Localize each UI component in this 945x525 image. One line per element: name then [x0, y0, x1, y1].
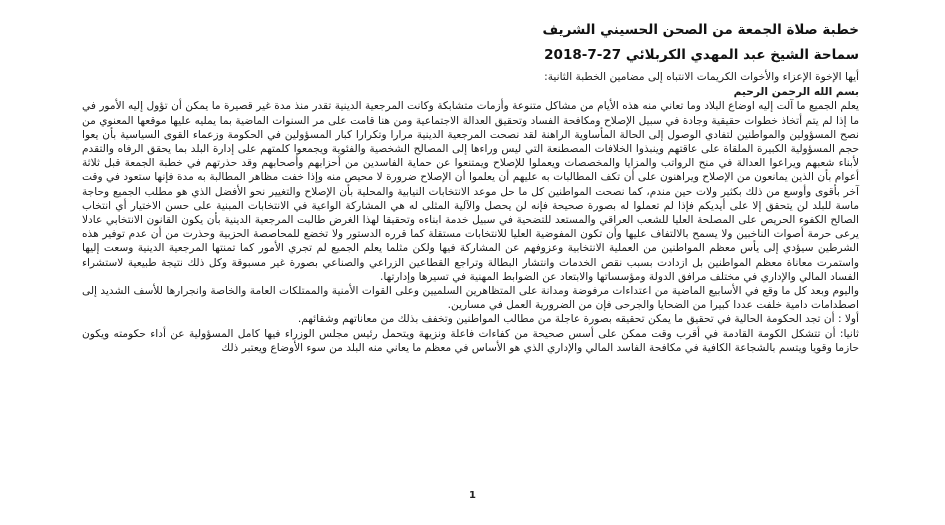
basmala: بسم الله الرحمن الرحيم [733, 86, 859, 99]
paragraph: أولا : أن تجد الحكومة الحالية في تحقيق ما يمكن تحقيقه بصورة عاجلة من مطالب المواطنين وتخفف بذلك من معاناتهم وشقائهم. [297, 313, 859, 326]
paragraph: يعلم الجميع ما آلت إليه اوضاع البلاد وما تعاني منه هذه الأيام من مشاكل متنوعة وأزمات متشابكة وكانت المرجعية الدينية تقدر منذ مدة غير قصيرة ما يمكن أن تؤول إليه الأمور في ما إذا لم يتم أتخاذ خطوات حقيقية وجادة في سبيل الإصلاح ومكافحة الفساد وتحقيق العدالة الاجتماعية ومن هنا قامت على مر السنوات الماضية بما يمليه عليها موقعها المعنوي من نصح المسؤولين والمواطنين لتفادي الوصول إلى الحالة المأساوية الراهنة لقد نصحت المرجعية الدينية مرارا وتكرارا كبار المسؤولين في الحكومة وزعماء القوى السياسية بأن يعوا حجم المسؤولية الكبيرة الملقاة على عاقتهم وينبذوا الخلافات المصطنعة التي ليس وراءها إلى المصالح الشخصية والفئوية ويجمعوا كلمتهم على إدارة البلد بما يحقق الرفاه والتقدم لأبناء شعبهم ويراعوا العدالة في منح الرواتب والمزايا والمخصصات ويعملوا للإصلاح ويمتنعوا عن حماية الفاسدين من أحزابهم وأصحابهم وقد حذرتهم في خطبة الجمعة قبل ثلاثة أعوام بأن الذين يمانعون من الإصلاح ويراهنون على أن تكف المطالبات به عليهم أن يعلموا أن الإصلاح ضرورة لا محيص منه وإذا خفت مظاهر المطالبة به مدة فإنها ستعود في وقت آخر بأقوى وأوسع من ذلك بكثير ولات حين مندم، كما نصحت المواطنين كل ما حل موعد الانتخابات النيابية والمحلية بأن الإصلاح والتغيير نحو الأفضل الذي هو مطلب الجميع وحاجة ماسة للبلد لن يتحقق إلا على أيديكم فإذا لم تعملوا له بصورة صحيحة فإنه لن يحصل والآلية المثلى له هي المشاركة الواعية في الانتخابات المبنية على حسن الاختيار أي انتخاب الصالح الكفوء الحريص على المصلحة العليا للشعب العراقي والمستعد للتضحية في سبيل خدمة ابناءه وتحقيقا لهذا الغرض طالبت المرجعية الدينية بأن يكون القانون الانتخابي عادلا يرعى حرمة أصوات الناخبين ولا يسمح بالالتفاف عليها وأن تكون المفوضية العليا للانتخابات مستقلة كما قرره الدستور ولا تخضع للمحاصصة الحزبية وحذرت من أن عدم توفير هذه الشرطين سيؤدي إلى يأس معظم المواطنين من العملية الانتخابية وعزوفهم عن المشاركة فيها ولكن مثلما يعلم الجميع لم تجري الأمور كما تمنتها المرجعية الدينية وسعت إليها واستمرت معاناة معظم المواطنين بل ازدادت بسبب نقص الخدمات وانتشار البطالة وتراجع القطاعين الزراعي والصناعي بصورة غير مسبوقة وكل ذلك نتيجة طبيعية لاستشراء الفساد المالي والإداري في مختلف مرافق الدولة ومؤسساتها والابتعاد عن الضوابط المهنية في تسيرها وإدارتها. [82, 100, 859, 283]
speaker-and-date: سماحة الشيخ عبد المهدي الكربلائي 27-7-2018 [544, 47, 859, 63]
sermon-title: خطبة صلاة الجمعة من الصحن الحسيني الشريف [542, 22, 859, 38]
page-number: 1 [469, 490, 476, 501]
sermon-body [82, 70, 859, 355]
paragraph: ثانيا: أن تتشكل الكومة القادمة في أقرب وقت ممكن على أسس صحيحة من كفاءات فاعلة ونزيهة ويتحمل رئيس مجلس الوزراء فيها كامل المسؤولية عن أداء حكومته ويكون حازما وقويا ويتسم بالشجاعة الكافية في مكافحة الفاسد المالي والإداري الذي هو الأساس في معظم ما يعاني منه البلد من سوء الأوضاع ويعتبر ذلك [82, 327, 859, 354]
intro-line: أيها الإخوة الإعزاء والأخوات الكريمات الانتباه إلى مضامين الخطبة الثانية: [544, 71, 859, 83]
document-header [542, 18, 859, 68]
paragraph: واليوم وبعد كل ما وقع في الأسابيع الماضية من اعتداءات مرفوضة ومدانة على المتظاهرين السلميين وعلى القوات الأمنية والممتلكات العامة والخاصة وانجرارها للأسف الشديد إلى اصطدامات دامية خلفت عددا كبيرا من الضحايا والجرحى فإن من الضرورية العمل في مسارين. [82, 285, 859, 312]
